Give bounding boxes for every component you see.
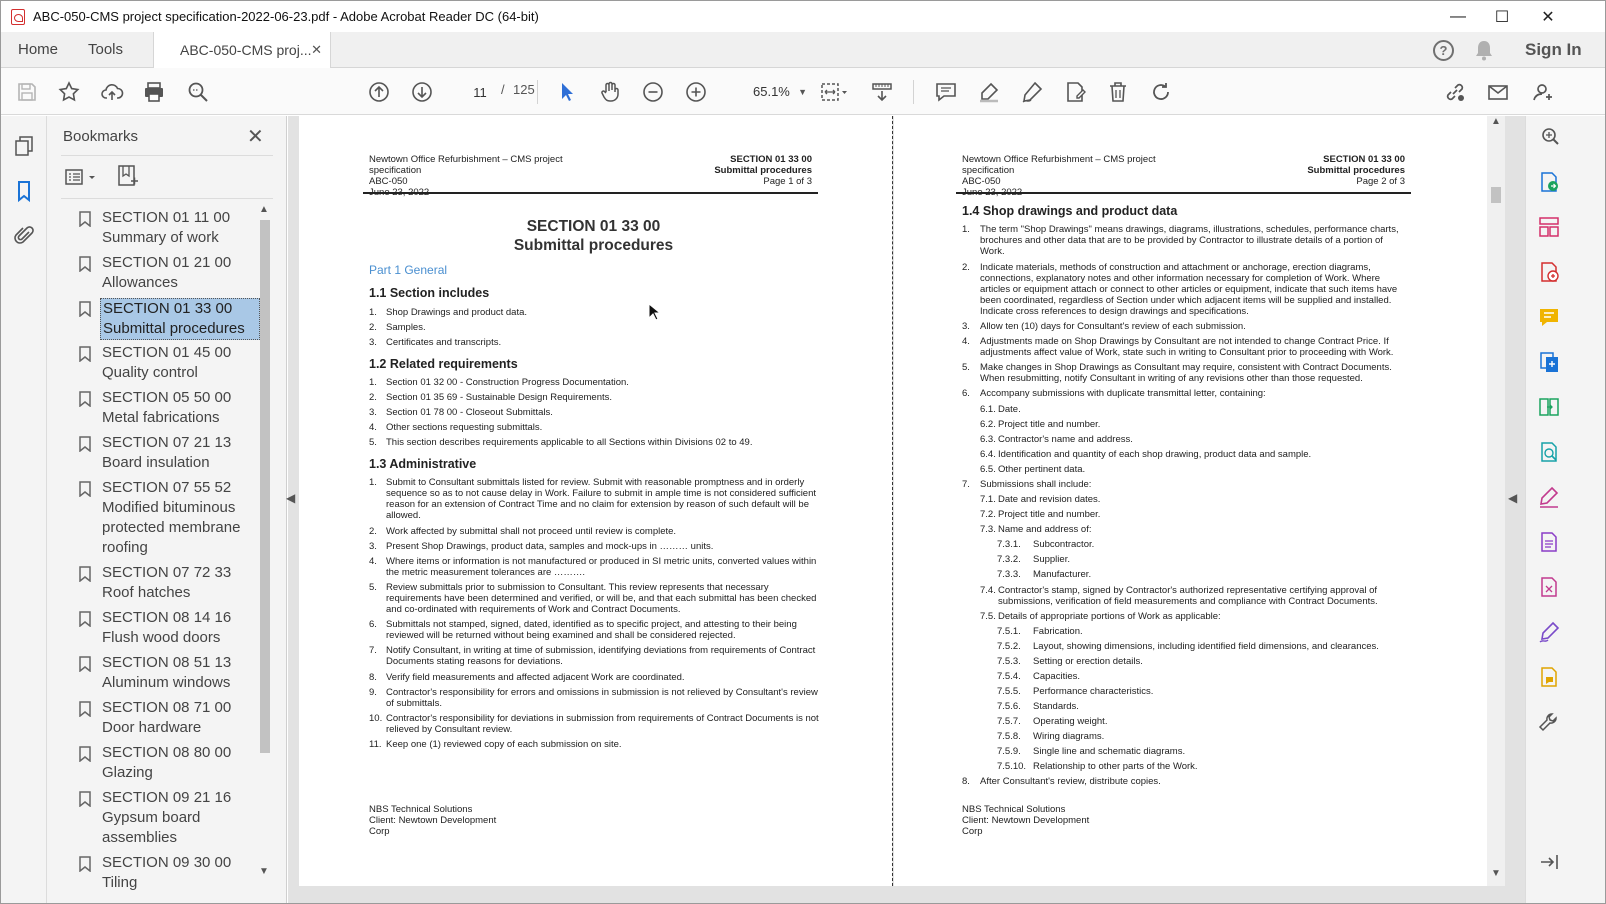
list-item	[997, 626, 1409, 637]
list-item	[369, 437, 819, 448]
list-item-number: 1.	[369, 307, 377, 318]
list-item-number: 5.	[369, 437, 377, 448]
bookmark-icon	[79, 856, 91, 872]
list-item-text: Performance characteristics.	[1033, 686, 1154, 697]
list-item-number: 4.	[369, 422, 377, 433]
list-item-text: Layout, showing dimensions, including identified field dimensions, and clearances.	[1033, 641, 1379, 652]
page-header-left: Newtown Office Refurbishment – CMS project specification ABC-050	[962, 154, 1156, 187]
list-item-text: Submissions shall include:	[980, 479, 1092, 490]
list-item	[369, 307, 819, 318]
bookmark-icon	[79, 436, 91, 452]
list-item-text: Section 01 32 00 - Construction Progress Documentation.	[386, 377, 629, 388]
list-item-text: Adjustments made on Shop Drawings by Consultant are not intended to change Contract Price. If adjustments affect value of Work, state such in writing to Consultant prior to proceeding with Work.	[980, 336, 1394, 358]
list-item-text: Other sections requesting submittals.	[386, 422, 543, 433]
close-panel-icon[interactable]: ✕	[247, 126, 264, 148]
toolbar-divider	[537, 80, 538, 104]
list-item	[369, 477, 819, 521]
document-scrollbar[interactable]	[1487, 116, 1505, 886]
list-item-text: Single line and schematic diagrams.	[1033, 746, 1186, 757]
scroll-up-icon[interactable]: ▲	[1491, 116, 1501, 127]
bookmark-label: SECTION 01 33 00 Submittal procedures	[100, 298, 260, 340]
mouse-cursor-icon	[648, 303, 660, 321]
list-item-text: Contractor's name and address.	[998, 434, 1133, 445]
document-tab-label: ABC-050-CMS proj...	[180, 42, 312, 58]
list-item-number: 7.1.	[980, 494, 996, 505]
list-item-text: Submit to Consultant submittals listed for review. Submit with reasonable promptness and in orderly sequence so as to not cause delay in Work. Failure to submit in ample time is not considered sufficient reason for an extension of Contract Time and no claim for extension by reason of such default will be allowed.	[386, 477, 817, 521]
list-item-text: Present Shop Drawings, product data, samples and mock-ups in ……… units.	[386, 541, 714, 552]
list-item-text: Contractor's responsibility for errors and omissions in submission is not relieved by Consultant's review of submittals.	[386, 687, 818, 709]
list-item-text: Notify Consultant, in writing at time of submission, identifying deviations from requirements of Contract Documents stating reasons for deviations.	[386, 645, 816, 667]
list-item-number: 3.	[369, 407, 377, 418]
list-item-number: 7.5.8.	[997, 731, 1021, 742]
list-item-text: Setting or erection details.	[1033, 656, 1143, 667]
list-item-number: 7.	[369, 645, 377, 656]
header-rule	[363, 192, 818, 194]
list-item	[980, 509, 1409, 520]
list-item-text: Samples.	[386, 322, 426, 333]
bookmark-icon	[79, 566, 91, 582]
bookmark-icon	[79, 611, 91, 627]
list-item	[369, 377, 819, 388]
list-item	[997, 671, 1409, 682]
export-pdf-icon[interactable]	[1538, 171, 1560, 193]
cloud-upload-icon[interactable]	[97, 77, 127, 107]
list-item-number: 5.	[369, 582, 377, 593]
list-item-number: 7.5.10.	[997, 761, 1027, 772]
list-item-number: 7.5.9.	[997, 746, 1021, 757]
list-item	[980, 585, 1409, 607]
list-item-text: Supplier.	[1033, 554, 1070, 565]
list-item	[980, 464, 1409, 475]
list-item	[962, 336, 1409, 358]
share-user-icon[interactable]	[1527, 77, 1557, 107]
list-item-number: 7.3.	[980, 524, 996, 535]
list-item-number: 7.	[962, 479, 970, 490]
bookmark-icon	[79, 791, 91, 807]
bookmark-label: SECTION 09 30 00 Tiling	[102, 854, 232, 891]
bookmarks-scrollbar[interactable]	[258, 206, 272, 886]
print-icon[interactable]	[139, 77, 169, 107]
page-separator: /	[501, 82, 505, 97]
next-page-icon[interactable]	[407, 77, 437, 107]
list-item	[962, 362, 1409, 384]
list-item-text: Shop Drawings and product data.	[386, 307, 528, 318]
list-item-text: Manufacturer.	[1033, 569, 1092, 580]
list-item-number: 3.	[369, 541, 377, 552]
list-item	[369, 322, 819, 333]
list-item-text: Name and address of:	[998, 524, 1092, 535]
list-item-number: 2.	[369, 392, 377, 403]
list-item-text: Certificates and transcripts.	[386, 337, 502, 348]
list-item-number: 7.5.5.	[997, 686, 1021, 697]
star-icon[interactable]	[54, 77, 84, 107]
list-item-text: Submittals not stamped, signed, dated, identified as to specific project, and attesting to their being reviewed will be returned without being examined and shall be considered rejected.	[386, 619, 797, 641]
list-item	[369, 582, 819, 615]
list-item	[369, 392, 819, 403]
page-header-left: Newtown Office Refurbishment – CMS project specification ABC-050	[369, 154, 563, 187]
list-item-number: 7.3.3.	[997, 569, 1021, 580]
list-item	[369, 713, 819, 735]
navigation-pane-rail	[1, 116, 47, 904]
acrobat-pdf-icon	[11, 9, 25, 25]
header-rule	[956, 192, 1411, 194]
list-item-text: Date and revision dates.	[998, 494, 1101, 505]
list-item-text: Allow ten (10) days for Consultant's review of each submission.	[980, 321, 1246, 332]
edit-pdf-icon[interactable]	[1060, 77, 1090, 107]
list-item	[369, 422, 819, 433]
prepare-form-icon[interactable]	[1538, 576, 1560, 598]
scroll-down-icon[interactable]: ▼	[259, 866, 269, 877]
help-icon[interactable]: ?	[1433, 40, 1454, 61]
zoom-in-icon[interactable]	[681, 77, 711, 107]
list-item-text: Operating weight.	[1033, 716, 1108, 727]
pdf-page-1	[299, 116, 892, 886]
list-item	[369, 407, 819, 418]
list-item-text: Make changes in Shop Drawings as Consultant may require, consistent with Contract Documents. When resubmitting, notify Consultant in writing of any revisions other than those requested.	[980, 362, 1392, 384]
list-item-text: After Consultant's review, distribute copies.	[980, 776, 1161, 787]
new-bookmark-icon[interactable]	[117, 164, 139, 188]
home-tab[interactable]: Home	[18, 41, 59, 58]
list-item-text: Details of appropriate portions of Work as applicable:	[998, 611, 1221, 622]
list-item-text: Where items or information is not manufactured or produced in SI metric units, converted values within the metric measurement tolerances are ……….	[386, 556, 817, 578]
menu-bar	[1, 32, 1606, 68]
bookmark-icon	[79, 481, 91, 497]
share-link-icon[interactable]	[1440, 77, 1470, 107]
bookmark-label: SECTION 07 72 33 Roof hatches	[102, 564, 232, 601]
bookmark-icon	[79, 301, 91, 317]
list-item-text: Identification and quantity of each shop drawing, product data and sample.	[998, 449, 1312, 460]
list-item-text: Fabrication.	[1033, 626, 1083, 637]
list-item	[369, 541, 819, 552]
bookmark-icon	[79, 211, 91, 227]
list-item-number: 6.	[962, 388, 970, 399]
list-item-text: This section describes requirements applicable to all Sections within Divisions 02 to 49.	[386, 437, 753, 448]
list-item	[997, 569, 1409, 580]
bookmarks-panel	[47, 116, 287, 904]
notification-bell-icon[interactable]	[1474, 39, 1494, 61]
list-item-number: 9.	[369, 687, 377, 698]
bookmark-label: SECTION 08 14 16 Flush wood doors	[102, 609, 232, 646]
search-zoom-icon[interactable]	[1538, 126, 1560, 148]
list-item-number: 7.2.	[980, 509, 996, 520]
list-item	[997, 554, 1409, 565]
bookmarks-icon[interactable]	[12, 179, 36, 203]
send-comments-icon[interactable]	[1538, 666, 1560, 688]
list-item-number: 2.	[962, 262, 970, 273]
protect-pdf-icon[interactable]	[1538, 531, 1560, 553]
main-toolbar	[1, 68, 1606, 115]
list-item-number: 7.5.2.	[997, 641, 1021, 652]
bookmark-label: SECTION 01 11 00 Summary of work	[102, 209, 231, 246]
bookmark-icon	[79, 256, 91, 272]
list-item	[962, 776, 1409, 787]
page-total: 125	[513, 82, 535, 97]
list-item-number: 4.	[369, 556, 377, 567]
bookmark-label: SECTION 01 21 00 Allowances	[102, 254, 232, 291]
hand-tool-icon[interactable]	[595, 77, 625, 107]
subsection-heading: 1.1 Section includes	[369, 286, 490, 300]
page-thumbnails-icon[interactable]	[12, 134, 36, 158]
request-signature-icon[interactable]	[1538, 621, 1560, 643]
list-item	[962, 224, 1409, 257]
attachments-paperclip-icon[interactable]	[12, 224, 36, 248]
minimize-button[interactable]: —	[1450, 7, 1466, 25]
list-item-text: Other pertinent data.	[998, 464, 1086, 475]
bookmark-icon	[79, 391, 91, 407]
list-item-number: 7.3.2.	[997, 554, 1021, 565]
bookmark-label: SECTION 07 21 13 Board insulation	[102, 434, 232, 471]
list-item	[997, 731, 1409, 742]
list-item-text: Project title and number.	[998, 509, 1101, 520]
bookmark-icon	[79, 746, 91, 762]
list-item	[997, 656, 1409, 667]
list-item-number: 1.	[962, 224, 970, 235]
toolbar-divider	[913, 80, 914, 104]
list-item-number: 7.5.4.	[997, 671, 1021, 682]
list-item-text: Capacities.	[1033, 671, 1080, 682]
comment-icon[interactable]	[931, 77, 961, 107]
list-item	[980, 404, 1409, 415]
list-item-number: 8.	[962, 776, 970, 787]
list-item-number: 5.	[962, 362, 970, 373]
list-item	[997, 701, 1409, 712]
list-item	[962, 479, 1409, 490]
page-header-right: SECTION 01 33 00 Submittal procedures Page 1 of 3	[714, 154, 812, 187]
list-item	[997, 539, 1409, 550]
list-item	[369, 645, 819, 667]
highlight-pen-icon[interactable]	[974, 77, 1004, 107]
page-break-divider	[892, 116, 893, 886]
scrollbar-thumb[interactable]	[1491, 187, 1501, 203]
sign-in-button[interactable]: Sign In	[1525, 40, 1582, 59]
list-item-text: Relationship to other parts of the Work.	[1033, 761, 1198, 772]
list-item-number: 11.	[369, 739, 382, 750]
edit-pdf-tool-icon[interactable]	[1538, 261, 1560, 283]
list-item-text: Section 01 35 69 - Sustainable Design Requirements.	[386, 392, 613, 403]
list-item	[980, 434, 1409, 445]
list-item-text: Work affected by submittal shall not proceed until review is complete.	[386, 526, 677, 537]
list-item-number: 6.5.	[980, 464, 996, 475]
bookmark-list	[47, 208, 265, 904]
list-item-text: Accompany submissions with duplicate transmittal letter, containing:	[980, 388, 1266, 399]
bookmark-label: SECTION 07 55 52 Modified bituminous protected membrane roofing	[102, 479, 241, 556]
list-item-number: 3.	[369, 337, 377, 348]
list-item	[369, 556, 819, 578]
list-item-number: 6.2.	[980, 419, 996, 430]
organize-pages-icon[interactable]	[1538, 396, 1560, 418]
part-heading: Part 1 General	[369, 263, 448, 277]
list-item-number: 7.3.1.	[997, 539, 1021, 550]
list-item	[980, 524, 1409, 535]
scroll-up-icon[interactable]: ▲	[259, 204, 269, 215]
list-item	[369, 337, 819, 348]
scroll-down-icon[interactable]: ▼	[1491, 868, 1501, 879]
list-item-text: Subcontractor.	[1033, 539, 1095, 550]
list-item-number: 1.	[369, 377, 377, 388]
scan-ocr-icon[interactable]	[1538, 441, 1560, 463]
bookmark-label: SECTION 08 71 00 Door hardware	[102, 699, 232, 736]
tools-pane-rail	[1525, 116, 1606, 904]
bookmark-icon	[79, 701, 91, 717]
list-item-text: Review submittals prior to submission to Consultant. This review represents that necessary requirements have been determined and verified, or will be, and that each submittal has been checked and co-ordinated with requirements of Work and Contract Documents.	[386, 582, 817, 615]
document-tab[interactable]	[153, 32, 331, 69]
bookmark-label: SECTION 08 51 13 Aluminum windows	[102, 654, 232, 691]
scrollbar-thumb[interactable]	[260, 220, 270, 753]
collapse-right-pane-icon[interactable]: ◀	[1508, 491, 1518, 505]
list-item	[997, 686, 1409, 697]
list-item-text: Keep one (1) reviewed copy of each submission on site.	[386, 739, 622, 750]
comment-tool-icon[interactable]	[1538, 306, 1560, 328]
sign-pen-icon[interactable]	[1017, 77, 1047, 107]
list-item-number: 6.3.	[980, 434, 996, 445]
pdf-page-2	[894, 116, 1487, 886]
section-name-title: Submittal procedures	[513, 237, 674, 254]
page-fit-icon[interactable]	[816, 77, 852, 107]
scrolling-mode-icon[interactable]	[867, 77, 897, 107]
bookmark-label: SECTION 05 50 00 Metal fabrications	[102, 389, 232, 426]
bookmark-label: SECTION 09 21 16 Gypsum board assemblies	[102, 789, 232, 846]
collapse-tools-pane-icon[interactable]	[1538, 851, 1560, 873]
bookmark-label: SECTION 01 45 00 Quality control	[102, 344, 232, 381]
close-tab-icon[interactable]: ✕	[311, 42, 322, 57]
list-item-text: Wiring diagrams.	[1033, 731, 1105, 742]
list-item-number: 7.5.	[980, 611, 996, 622]
list-item-text: Verify field measurements and affected adjacent Work are coordinated.	[386, 672, 685, 683]
zoom-out-icon[interactable]	[638, 77, 668, 107]
rotate-icon[interactable]	[1146, 77, 1176, 107]
list-item	[997, 641, 1409, 652]
list-item	[369, 619, 819, 641]
list-item	[962, 262, 1409, 317]
bookmark-icon	[79, 656, 91, 672]
fill-sign-icon[interactable]	[1538, 486, 1560, 508]
subsection-heading: 1.3 Administrative	[369, 457, 477, 471]
list-item	[997, 746, 1409, 757]
page-footer: NBS Technical Solutions Client: Newtown Development Corp	[369, 804, 497, 837]
list-item-number: 3.	[962, 321, 970, 332]
list-item	[962, 388, 1409, 399]
list-item-number: 10.	[369, 713, 383, 724]
zoom-level-value: 65.1%	[753, 84, 790, 99]
list-item	[369, 687, 819, 709]
combine-files-icon[interactable]	[1538, 351, 1560, 373]
list-item	[997, 761, 1409, 772]
maximize-button[interactable]: ☐	[1494, 8, 1510, 26]
page-footer: NBS Technical Solutions Client: Newtown Development Corp	[962, 804, 1090, 837]
list-item-number: 2.	[369, 322, 377, 333]
find-search-icon[interactable]	[183, 77, 213, 107]
list-item	[980, 494, 1409, 505]
list-item	[997, 716, 1409, 727]
list-item-text: Indicate materials, methods of construction and attachment or anchorage, erection diagrams, connections, explanatory notes and other information necessary for completion of Work. Where articles or equipment attach or connect to other articles or equipment, indicate that such items have been coordinated, regardless of Section under which adjacent items will be supplied and installed. Indicate cross references to design drawings and specifications.	[980, 262, 1398, 317]
zoom-dropdown-icon: ▼	[798, 87, 807, 97]
collapse-left-pane-icon[interactable]: ◀	[286, 491, 296, 505]
list-item-text: The term "Shop Drawings" means drawings, diagrams, illustrations, schedules, performance charts, brochures and other data that are to be provided by Contractor to illustrate details of a portion of Work.	[980, 224, 1399, 257]
tools-tab[interactable]: Tools	[88, 41, 124, 58]
list-item	[369, 526, 819, 537]
previous-page-icon[interactable]	[364, 77, 394, 107]
list-item-number: 7.5.7.	[997, 716, 1021, 727]
subsection-heading: 1.2 Related requirements	[369, 357, 518, 371]
list-item	[980, 449, 1409, 460]
list-item-number: 7.5.6.	[997, 701, 1021, 712]
close-window-button[interactable]: ✕	[1541, 8, 1555, 26]
list-item-number: 7.5.1.	[997, 626, 1021, 637]
panel-divider	[61, 155, 273, 156]
list-item-number: 4.	[962, 336, 970, 347]
page-number-input[interactable]	[464, 80, 496, 104]
more-tools-wrench-icon[interactable]	[1538, 711, 1560, 733]
list-item	[962, 321, 1409, 332]
bookmark-options-icon[interactable]	[65, 167, 101, 189]
list-item-text: Contractor's responsibility for deviations in submission from requirements of Contract Documents is not relieved by Consultant review.	[386, 713, 819, 735]
list-item-number: 6.1.	[980, 404, 996, 415]
list-item-number: 8.	[369, 672, 377, 683]
list-item	[369, 672, 819, 683]
panel-divider	[61, 198, 273, 199]
list-item-text: Standards.	[1033, 701, 1079, 712]
bookmark-label: SECTION 08 80 00 Glazing	[102, 744, 232, 781]
bookmarks-panel-title: Bookmarks	[63, 128, 139, 145]
list-item	[980, 611, 1409, 622]
section-number-title: SECTION 01 33 00	[526, 218, 661, 235]
list-item-number: 6.	[369, 619, 377, 630]
create-pdf-icon[interactable]	[1538, 216, 1560, 238]
email-icon[interactable]	[1483, 77, 1513, 107]
zoom-level-select[interactable]	[741, 80, 811, 104]
title-bar	[1, 1, 1606, 32]
bookmark-icon	[79, 346, 91, 362]
list-item	[369, 739, 819, 750]
subsection-heading: 1.4 Shop drawings and product data	[962, 204, 1178, 218]
page-header-right: SECTION 01 33 00 Submittal procedures Page 2 of 3	[1307, 154, 1405, 187]
save-icon[interactable]	[12, 77, 42, 107]
list-item-number: 6.4.	[980, 449, 996, 460]
list-item-text: Section 01 78 00 - Closeout Submittals.	[386, 407, 553, 418]
window-title: ABC-050-CMS project specification-2022-06-23.pdf - Adobe Acrobat Reader DC (64-bit)	[33, 9, 539, 24]
list-item-text: Project title and number.	[998, 419, 1101, 430]
list-item-number: 7.5.3.	[997, 656, 1021, 667]
list-item-text: Date.	[998, 404, 1021, 415]
delete-trash-icon[interactable]	[1103, 77, 1133, 107]
list-item-text: Contractor's stamp, signed by Contractor's authorized representative certifying approval of submissions, verification of field measurements and compliance with Contract Documents.	[998, 585, 1378, 607]
list-item-number: 2.	[369, 526, 377, 537]
list-item-number: 7.4.	[980, 585, 996, 596]
select-arrow-icon[interactable]	[552, 77, 582, 107]
list-item	[980, 419, 1409, 430]
list-item-number: 1.	[369, 477, 377, 488]
